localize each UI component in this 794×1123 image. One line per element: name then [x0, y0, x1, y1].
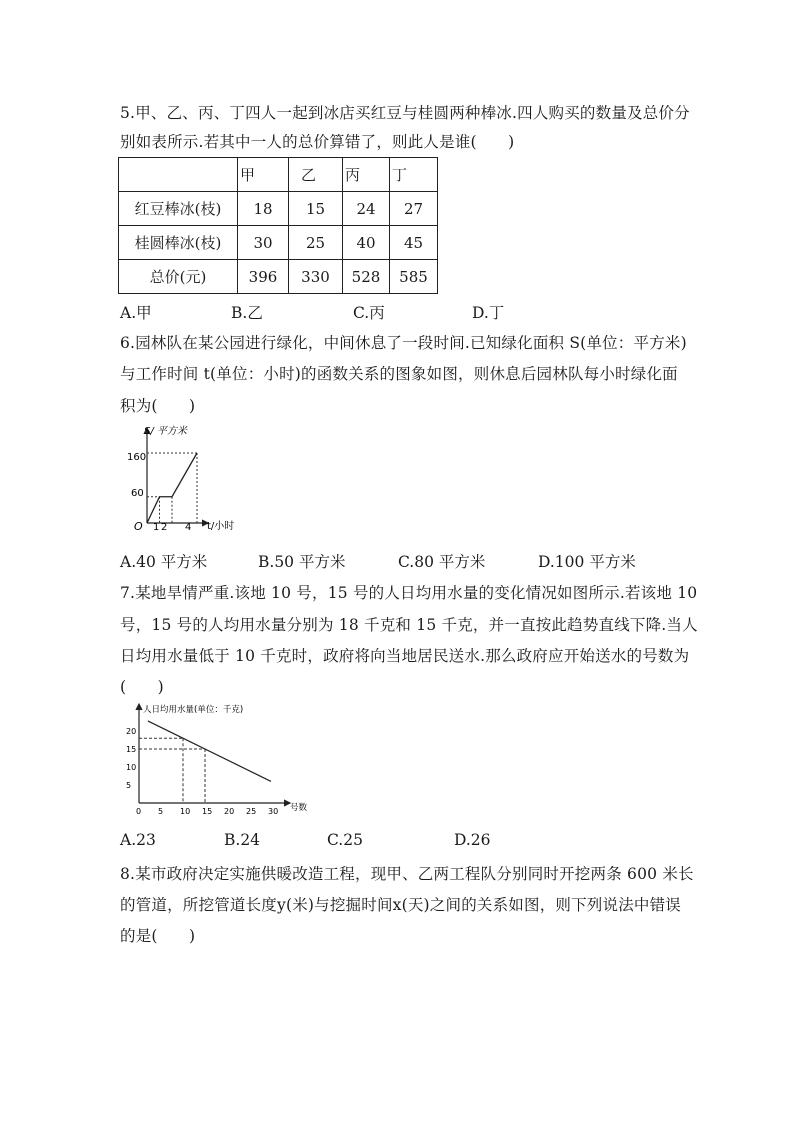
table-cell: 40 — [343, 226, 390, 260]
option-c: C.80 平方米 — [398, 553, 486, 571]
table-cell: 45 — [390, 226, 438, 260]
option-a: A.23 — [120, 831, 156, 849]
table-row — [119, 192, 438, 226]
q6-text-line2: 与工作时间 t(单位：小时)的函数关系的图象如图，则休息后园林队每小时绿化面 — [120, 365, 678, 383]
q7-text-line3: 日均用水量低于 10 千克时，政府将向当地居民送水.那么政府应开始送水的号数为 — [120, 647, 690, 665]
option-b: B.24 — [224, 831, 261, 849]
x-tick-label: 15 — [202, 807, 213, 816]
y-tick-label: 10 — [126, 763, 137, 772]
option-d: D.26 — [454, 831, 491, 849]
x-tick-label: 10 — [180, 807, 191, 816]
q5-table — [118, 157, 438, 294]
area-time-chart — [110, 420, 250, 535]
y-tick-label: 60 — [131, 488, 144, 499]
q7-text-line2: 号，15 号的人均用水量分别为 18 千克和 15 千克，并一直按此趋势直线下降.当人 — [120, 616, 698, 634]
y-axis-label: S/ 平方米 — [144, 426, 187, 437]
option-a: A.甲 — [120, 304, 152, 322]
q6-text-line1: 6.园林队在某公园进行绿化，中间休息了一段时间.已知绿化面积 S(单位：平方米) — [120, 334, 687, 352]
table-cell: 总价(元) — [119, 260, 238, 294]
table-cell: 红豆棒冰(枝) — [119, 192, 238, 226]
option-c: C.丙 — [353, 304, 385, 322]
table-row — [119, 226, 438, 260]
y-tick-label: 5 — [126, 781, 132, 790]
y-tick-label: 20 — [126, 727, 137, 736]
x-tick-label: 4 — [185, 522, 192, 533]
series-line — [148, 721, 271, 781]
table-cell: 24 — [343, 192, 390, 226]
table-cell: 18 — [238, 192, 289, 226]
y-tick-label: 15 — [126, 745, 137, 754]
option-b: B.乙 — [231, 304, 263, 322]
option-d: D.100 平方米 — [538, 553, 636, 571]
x-axis-label: 号数 — [290, 803, 308, 813]
q6-text-line3: 积为( ) — [120, 397, 196, 415]
table-header-cell: 丙 — [343, 158, 390, 192]
origin-label: O — [134, 520, 143, 533]
q7-text-line4: ( ) — [120, 678, 164, 696]
table-cell: 585 — [390, 260, 438, 294]
table-header-row — [119, 158, 438, 192]
series-line — [147, 453, 197, 523]
table-header-cell: 丁 — [390, 158, 438, 192]
x-axis-label: t/小时 — [207, 521, 235, 532]
y-axis-label: 人日均用水量(单位：千克) — [143, 705, 244, 715]
x-tick-label: 5 — [158, 807, 164, 816]
table-cell: 25 — [289, 226, 343, 260]
table-cell: 528 — [343, 260, 390, 294]
x-tick-label: 1 — [153, 522, 160, 533]
x-tick-label: 20 — [224, 807, 235, 816]
table-cell: 330 — [289, 260, 343, 294]
table-header-cell — [119, 158, 238, 192]
q8-text-line1: 8.某市政府决定实施供暖改造工程，现甲、乙两工程队分别同时开挖两条 600 米长 — [120, 865, 694, 883]
q7-text-line1: 7.某地旱情严重.该地 10 号，15 号的人日均用水量的变化情况如图所示.若该地 10 — [120, 584, 698, 602]
q5-text-line1: 5.甲、乙、丙、丁四人一起到冰店买红豆与桂圆两种棒冰.四人购买的数量及总价分 — [120, 104, 690, 122]
q5-text-line2: 别如表所示.若其中一人的总价算错了，则此人是谁( ) — [120, 133, 515, 151]
table-cell: 27 — [390, 192, 438, 226]
table-cell: 15 — [289, 192, 343, 226]
x-tick-label: 0 — [136, 807, 142, 816]
option-a: A.40 平方米 — [120, 553, 208, 571]
x-tick-label: 25 — [246, 807, 257, 816]
option-b: B.50 平方米 — [258, 553, 346, 571]
table-cell: 桂圆棒冰(枝) — [119, 226, 238, 260]
y-tick-label: 160 — [127, 452, 147, 463]
x-tick-label: 2 — [161, 522, 168, 533]
table-header-cell: 甲 — [238, 158, 289, 192]
q8-text-line2: 的管道，所挖管道长度y(米)与挖掘时间x(天)之间的关系如图，则下列说法中错误 — [120, 896, 681, 914]
q8-text-line3: 的是( ) — [120, 927, 196, 945]
table-cell: 396 — [238, 260, 289, 294]
option-c: C.25 — [327, 831, 363, 849]
table-row — [119, 260, 438, 294]
water-usage-chart — [118, 700, 318, 820]
table-cell: 30 — [238, 226, 289, 260]
x-tick-label: 30 — [268, 807, 279, 816]
table-header-cell: 乙 — [289, 158, 343, 192]
option-d: D.丁 — [472, 304, 505, 322]
